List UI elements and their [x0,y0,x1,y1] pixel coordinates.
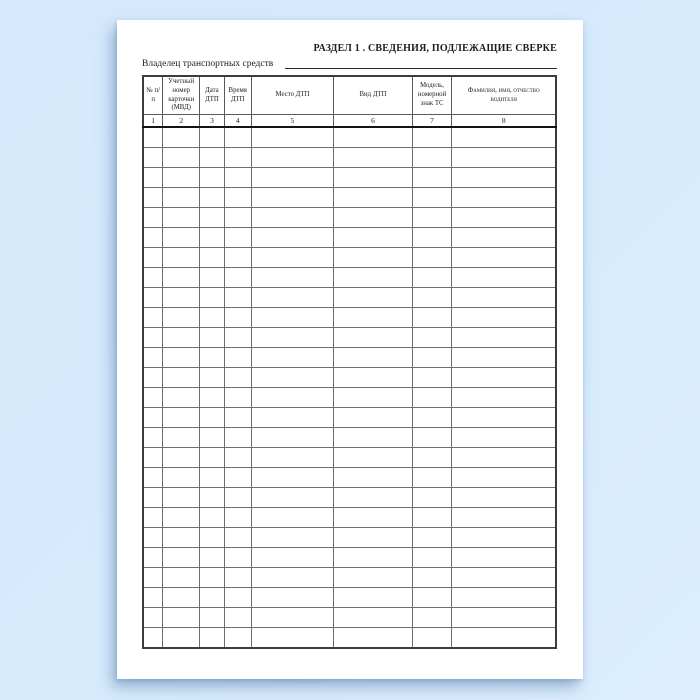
empty-cell [224,548,251,568]
column-header-8: Фамилия, имя, отчество водителя [452,76,556,115]
empty-cell [224,608,251,628]
empty-cell [143,228,163,248]
empty-cell [452,288,556,308]
column-header-2: Учетный номер карточки (МВД) [163,76,200,115]
table-row [143,588,556,608]
empty-cell [143,308,163,328]
page-content [142,20,557,649]
empty-cell [163,528,200,548]
empty-cell [224,168,251,188]
empty-cell [143,568,163,588]
empty-cell [143,148,163,168]
empty-cell [412,528,452,548]
empty-cell [452,368,556,388]
empty-cell [224,448,251,468]
empty-cell [143,408,163,428]
empty-cell [412,348,452,368]
empty-cell [163,288,200,308]
verification-table [142,75,557,649]
empty-cell [224,148,251,168]
empty-cell [224,428,251,448]
empty-cell [412,548,452,568]
empty-cell [334,127,412,148]
owner-label: Владелец транспортных средств [142,59,274,69]
header-number-row [143,115,556,128]
table-header [143,76,556,127]
empty-cell [334,408,412,428]
table-row [143,348,556,368]
empty-cell [334,208,412,228]
table-row [143,408,556,428]
empty-cell [334,288,412,308]
empty-cell [143,548,163,568]
table-row [143,308,556,328]
empty-cell [251,208,334,228]
empty-cell [163,228,200,248]
empty-cell [334,348,412,368]
empty-cell [251,368,334,388]
empty-cell [163,127,200,148]
empty-cell [143,588,163,608]
empty-cell [334,488,412,508]
empty-cell [334,588,412,608]
empty-cell [200,148,225,168]
empty-cell [412,428,452,448]
empty-cell [163,448,200,468]
empty-cell [163,368,200,388]
empty-cell [163,268,200,288]
empty-cell [251,568,334,588]
empty-cell [452,528,556,548]
empty-cell [251,268,334,288]
empty-cell [412,388,452,408]
empty-cell [412,188,452,208]
empty-cell [163,568,200,588]
empty-cell [334,528,412,548]
empty-cell [452,188,556,208]
empty-cell [143,168,163,188]
empty-cell [143,208,163,228]
empty-cell [200,268,225,288]
empty-cell [143,288,163,308]
empty-cell [334,508,412,528]
empty-cell [334,148,412,168]
empty-cell [412,308,452,328]
empty-cell [251,127,334,148]
empty-cell [452,548,556,568]
table-row [143,248,556,268]
empty-cell [163,328,200,348]
empty-cell [412,408,452,428]
empty-cell [163,508,200,528]
empty-cell [412,588,452,608]
empty-cell [143,248,163,268]
empty-cell [251,248,334,268]
table-row [143,268,556,288]
empty-cell [251,148,334,168]
column-number-4: 4 [224,115,251,128]
empty-cell [334,168,412,188]
empty-cell [412,488,452,508]
empty-cell [224,388,251,408]
empty-cell [334,568,412,588]
empty-cell [224,248,251,268]
empty-cell [334,228,412,248]
empty-cell [163,308,200,328]
column-header-3: Дата ДТП [200,76,225,115]
empty-cell [200,528,225,548]
empty-cell [224,127,251,148]
table-row [143,368,556,388]
empty-cell [251,328,334,348]
empty-cell [251,588,334,608]
empty-cell [163,248,200,268]
empty-cell [412,628,452,649]
empty-cell [334,368,412,388]
table-row [143,528,556,548]
column-number-7: 7 [412,115,452,128]
empty-cell [143,468,163,488]
table-row [143,188,556,208]
document-page [117,20,583,679]
empty-cell [334,428,412,448]
empty-cell [143,608,163,628]
empty-cell [224,348,251,368]
empty-cell [200,388,225,408]
empty-cell [163,208,200,228]
empty-cell [143,488,163,508]
empty-cell [143,328,163,348]
table-row [143,388,556,408]
empty-cell [452,468,556,488]
column-number-2: 2 [163,115,200,128]
empty-cell [143,628,163,649]
empty-cell [224,628,251,649]
empty-cell [251,428,334,448]
empty-cell [224,268,251,288]
empty-cell [200,188,225,208]
empty-cell [200,488,225,508]
column-number-1: 1 [143,115,163,128]
empty-cell [251,508,334,528]
empty-cell [143,268,163,288]
empty-cell [163,188,200,208]
empty-cell [200,308,225,328]
empty-cell [163,348,200,368]
empty-cell [200,208,225,228]
empty-cell [412,168,452,188]
empty-cell [251,468,334,488]
empty-cell [334,328,412,348]
empty-cell [224,468,251,488]
empty-cell [163,608,200,628]
empty-cell [412,208,452,228]
empty-cell [251,408,334,428]
empty-cell [163,548,200,568]
empty-cell [412,148,452,168]
empty-cell [251,488,334,508]
empty-cell [143,127,163,148]
empty-cell [200,568,225,588]
empty-cell [452,428,556,448]
empty-cell [200,248,225,268]
empty-cell [452,408,556,428]
empty-cell [224,228,251,248]
owner-fill-line [285,58,557,69]
empty-cell [452,268,556,288]
empty-cell [163,428,200,448]
empty-cell [163,488,200,508]
empty-cell [412,448,452,468]
empty-cell [452,148,556,168]
empty-cell [143,448,163,468]
empty-cell [224,328,251,348]
empty-cell [163,628,200,649]
empty-cell [143,508,163,528]
empty-cell [224,208,251,228]
empty-cell [452,248,556,268]
empty-cell [224,368,251,388]
empty-cell [224,508,251,528]
table-row [143,168,556,188]
empty-cell [334,268,412,288]
empty-cell [251,388,334,408]
empty-cell [334,628,412,649]
empty-cell [334,468,412,488]
empty-cell [143,368,163,388]
empty-cell [452,508,556,528]
empty-cell [452,348,556,368]
table-row [143,608,556,628]
empty-cell [163,168,200,188]
empty-cell [412,468,452,488]
empty-cell [200,228,225,248]
empty-cell [412,288,452,308]
empty-cell [251,168,334,188]
empty-cell [200,428,225,448]
empty-cell [251,288,334,308]
empty-cell [200,127,225,148]
empty-cell [452,328,556,348]
empty-cell [200,368,225,388]
table-row [143,228,556,248]
empty-cell [251,188,334,208]
owner-row [142,58,557,69]
empty-cell [412,228,452,248]
empty-cell [200,628,225,649]
table-row [143,548,556,568]
empty-cell [334,388,412,408]
empty-cell [452,127,556,148]
table-row [143,628,556,649]
empty-cell [452,568,556,588]
empty-cell [200,328,225,348]
column-number-8: 8 [452,115,556,128]
empty-cell [200,448,225,468]
empty-cell [200,168,225,188]
empty-cell [412,328,452,348]
table-row [143,448,556,468]
empty-cell [200,508,225,528]
empty-cell [143,528,163,548]
column-header-4: Время ДТП [224,76,251,115]
empty-cell [251,308,334,328]
empty-cell [334,188,412,208]
empty-cell [200,548,225,568]
empty-cell [412,268,452,288]
empty-cell [163,468,200,488]
section-title: РАЗДЕЛ 1 . СВЕДЕНИЯ, ПОДЛЕЖАЩИЕ СВЕРКЕ [313,43,557,54]
empty-cell [224,568,251,588]
empty-cell [412,568,452,588]
table-row [143,468,556,488]
empty-cell [200,608,225,628]
table-row [143,288,556,308]
empty-cell [334,308,412,328]
empty-cell [200,408,225,428]
empty-cell [251,228,334,248]
empty-cell [143,388,163,408]
empty-cell [452,448,556,468]
empty-cell [452,168,556,188]
table-row [143,488,556,508]
column-header-5: Место ДТП [251,76,334,115]
empty-cell [452,308,556,328]
empty-cell [412,127,452,148]
empty-cell [163,408,200,428]
empty-cell [251,628,334,649]
empty-cell [412,248,452,268]
table-row [143,328,556,348]
empty-cell [200,468,225,488]
column-header-1: № п/п [143,76,163,115]
table-row [143,127,556,148]
empty-cell [452,628,556,649]
empty-cell [224,528,251,548]
empty-cell [143,348,163,368]
empty-cell [224,588,251,608]
table-row [143,568,556,588]
empty-cell [452,588,556,608]
table-row [143,208,556,228]
column-header-6: Вид ДТП [334,76,412,115]
header-label-row [143,76,556,115]
column-header-7: Модель, номерной знак ТС [412,76,452,115]
empty-cell [334,548,412,568]
empty-cell [452,208,556,228]
empty-cell [224,408,251,428]
empty-cell [224,488,251,508]
empty-cell [224,188,251,208]
table-row [143,508,556,528]
empty-cell [163,148,200,168]
empty-cell [163,388,200,408]
empty-cell [452,228,556,248]
empty-cell [251,348,334,368]
empty-cell [224,288,251,308]
empty-cell [452,388,556,408]
empty-cell [200,588,225,608]
column-number-6: 6 [334,115,412,128]
empty-cell [251,608,334,628]
empty-cell [200,288,225,308]
empty-cell [251,448,334,468]
empty-cell [452,608,556,628]
empty-cell [412,608,452,628]
empty-cell [143,428,163,448]
table-row [143,428,556,448]
column-number-3: 3 [200,115,225,128]
empty-cell [334,448,412,468]
table-row [143,148,556,168]
empty-cell [251,548,334,568]
empty-cell [412,508,452,528]
empty-cell [452,488,556,508]
column-number-5: 5 [251,115,334,128]
table-body [143,127,556,648]
empty-cell [143,188,163,208]
empty-cell [224,308,251,328]
empty-cell [200,348,225,368]
empty-cell [251,528,334,548]
empty-cell [334,248,412,268]
empty-cell [334,608,412,628]
empty-cell [163,588,200,608]
empty-cell [412,368,452,388]
